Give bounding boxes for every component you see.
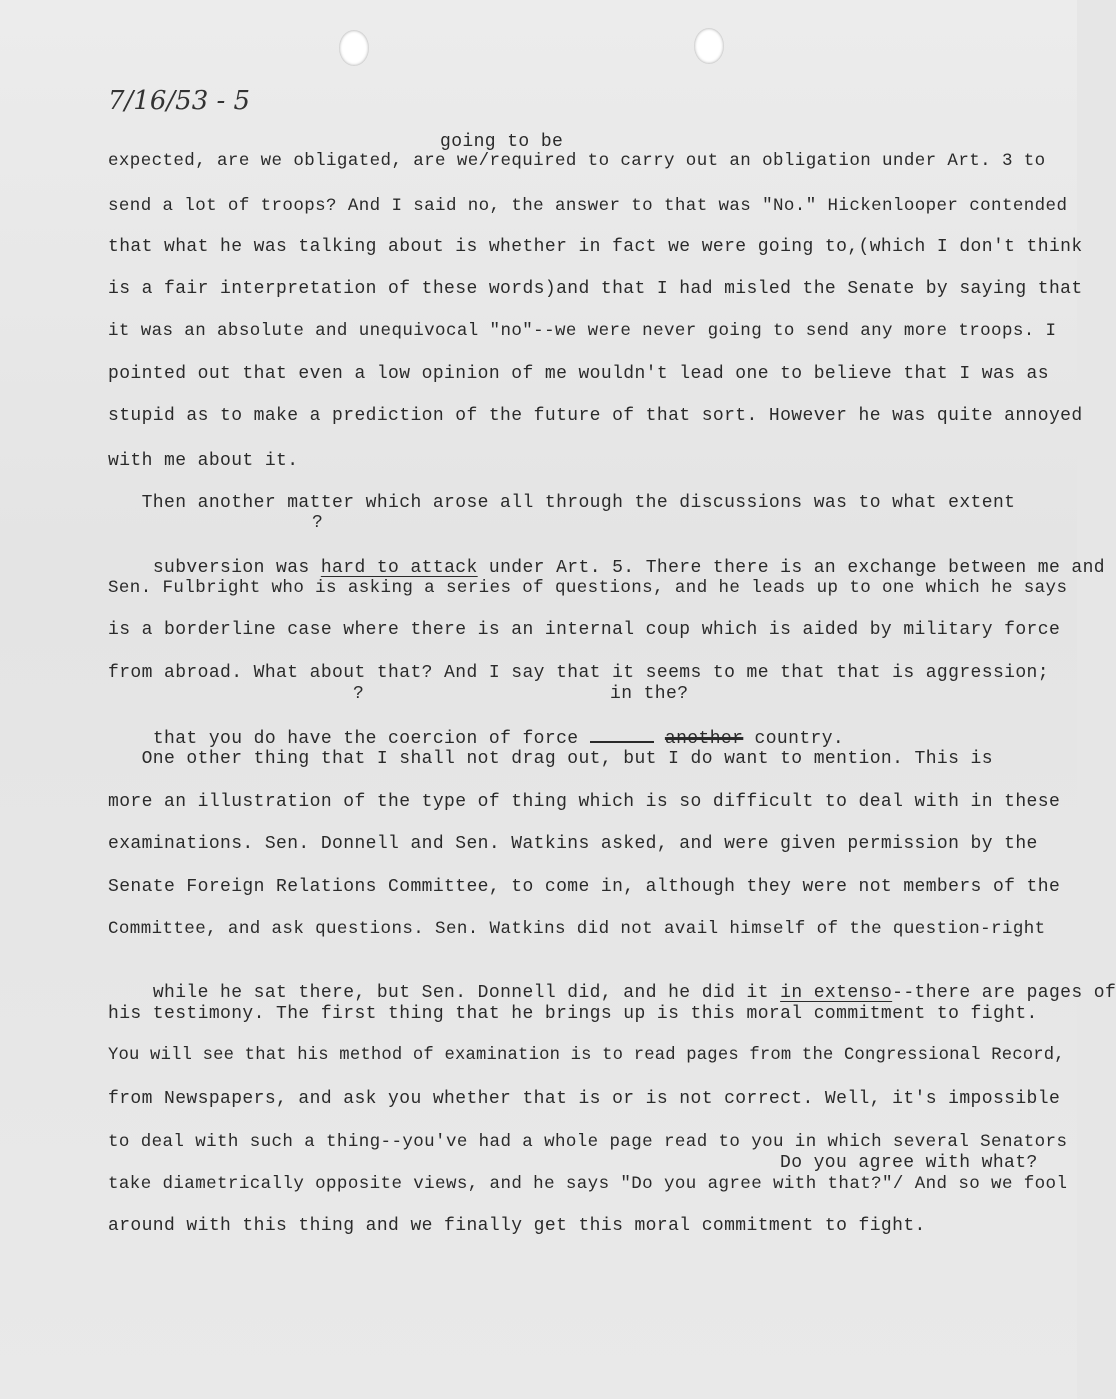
text-segment: --there are pages of bbox=[892, 983, 1116, 1003]
text-line: Then another matter which arose all through the discussions was to what extent bbox=[108, 493, 1016, 513]
text-line: send a lot of troops? And I said no, the answer to that was "No." Hickenlooper contended bbox=[108, 196, 1068, 216]
text-line: it was an absolute and unequivocal "no"--we were never going to send any more troops. I bbox=[108, 321, 1057, 341]
text-line: examinations. Sen. Donnell and Sen. Watkins asked, and were given permission by the bbox=[108, 834, 1038, 854]
text-segment: that you do have the coercion of force bbox=[152, 729, 590, 749]
text-line: is a borderline case where there is an internal coup which is aided by military force bbox=[108, 620, 1061, 640]
text-line: Senate Foreign Relations Committee, to come in, although they were not members of the bbox=[108, 877, 1061, 897]
text-segment: while he sat there, but Sen. Donnell did, and he did it bbox=[152, 983, 781, 1003]
handwritten-insert-going-to-be: going to be bbox=[440, 132, 564, 152]
text-line: expected, are we obligated, are we/required to carry out an obligation under Art. 3 to bbox=[108, 151, 1046, 171]
text-line: to deal with such a thing--you've had a whole page read to you in which several Senators bbox=[108, 1132, 1068, 1152]
text-line: stupid as to make a prediction of the future of that sort. However he was quite annoyed bbox=[108, 406, 1083, 426]
text-segment: country. bbox=[743, 729, 845, 749]
struck-word: another bbox=[664, 729, 744, 749]
punch-hole-right bbox=[694, 28, 724, 64]
text-line: You will see that his method of examination is to read pages from the Congressional Record, bbox=[108, 1046, 1065, 1065]
text-line: from abroad. What about that? And I say that it seems to me that that is aggression; bbox=[108, 663, 1049, 683]
handwritten-insert-do-you-agree: Do you agree with what? bbox=[780, 1153, 1038, 1173]
text-line: that what he was talking about is whether in fact we were going to,(which I don't think bbox=[108, 237, 1083, 257]
text-line: One other thing that I shall not drag out, but I do want to mention. This is bbox=[108, 749, 993, 769]
text-segment: under Art. 5. There there is an exchange between me and bbox=[477, 558, 1105, 578]
text-line: is a fair interpretation of these words)and that I had misled the Senate by saying that bbox=[108, 279, 1083, 299]
text-line: his testimony. The first thing that he brings up is this moral commitment to fight. bbox=[108, 1004, 1038, 1024]
blank-underline bbox=[590, 727, 654, 743]
text-segment: subversion was bbox=[152, 558, 321, 578]
handwritten-insert-in-the: in the? bbox=[610, 684, 689, 704]
text-line: with me about it. bbox=[108, 451, 299, 471]
text-line: around with this thing and we finally get this moral commitment to fight. bbox=[108, 1216, 926, 1236]
underlined-phrase: in extenso bbox=[780, 983, 893, 1003]
text-line: more an illustration of the type of thing which is so difficult to deal with in these bbox=[108, 792, 1061, 812]
punch-hole-left bbox=[339, 30, 369, 66]
text-line: Committee, and ask questions. Sen. Watkins did not avail himself of the question-right bbox=[108, 919, 1046, 939]
underlined-phrase: hard to attack bbox=[320, 558, 478, 578]
handwritten-question-mark: ? bbox=[353, 684, 365, 704]
text-line: from Newspapers, and ask you whether that is or is not correct. Well, it's impossible bbox=[108, 1089, 1061, 1109]
page-reference: 7/16/53 - 5 bbox=[108, 86, 251, 116]
text-line: pointed out that even a low opinion of me wouldn't lead one to believe that I was as bbox=[108, 364, 1049, 384]
text-line: take diametrically opposite views, and he says "Do you agree with that?"/ And so we fool bbox=[108, 1174, 1068, 1194]
text-line: Sen. Fulbright who is asking a series of questions, and he leads up to one which he says bbox=[108, 578, 1068, 598]
handwritten-question-mark: ? bbox=[312, 513, 324, 533]
